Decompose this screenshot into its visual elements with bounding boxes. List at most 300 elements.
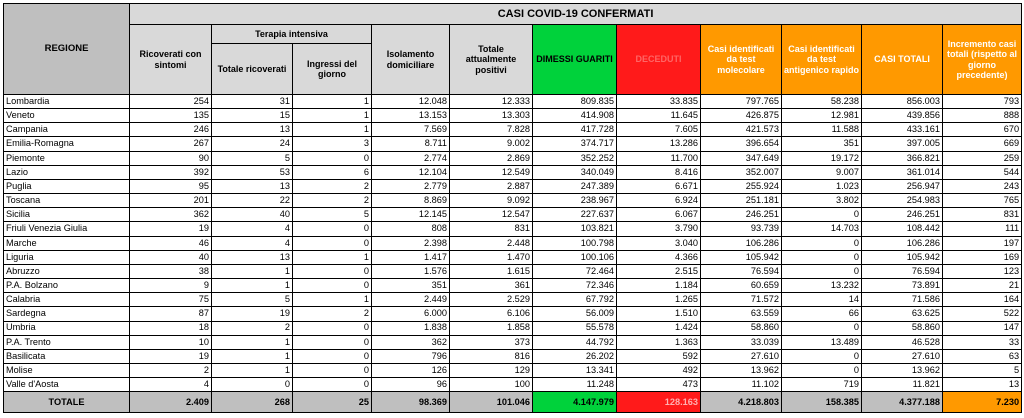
cell-ricoverati: 9: [130, 279, 212, 293]
cell-regione: Basilicata: [4, 349, 130, 363]
cell-totali: 73.891: [862, 279, 943, 293]
cell-deceduti: 3.040: [617, 236, 701, 250]
cell-regione: P.A. Trento: [4, 335, 130, 349]
cell-regione: Valle d'Aosta: [4, 378, 130, 392]
cell-totali: 106.286: [862, 236, 943, 250]
cell-isolamento: 6.000: [372, 307, 450, 321]
cell-antigenico: 0: [782, 208, 862, 222]
cell-isolamento: 2.779: [372, 179, 450, 193]
cell-deceduti: 1.184: [617, 279, 701, 293]
cell-positivi: 2.529: [450, 293, 533, 307]
cell-deceduti: 6.067: [617, 208, 701, 222]
cell-totali: 439.856: [862, 109, 943, 123]
cell-isolamento: 2.774: [372, 151, 450, 165]
cell-totali: 63.625: [862, 307, 943, 321]
cell-totali: 76.594: [862, 264, 943, 278]
cell-molecolare: 93.739: [701, 222, 782, 236]
cell-deceduti: 4.366: [617, 250, 701, 264]
cell-positivi: 129: [450, 363, 533, 377]
table-row: [4, 95, 1022, 109]
cell-dimessi: 13.341: [533, 363, 617, 377]
cell-isolamento: 13.153: [372, 109, 450, 123]
cell-incremento: 197: [943, 236, 1022, 250]
cell-ingressi: 1: [293, 250, 372, 264]
cell-ingressi: 0: [293, 151, 372, 165]
cell-terapia: 5: [212, 293, 293, 307]
cell-ingressi: 1: [293, 293, 372, 307]
cell-antigenico: 0: [782, 250, 862, 264]
cell-terapia: 0: [212, 378, 293, 392]
cell-deceduti: 592: [617, 349, 701, 363]
cell-molecolare: 11.102: [701, 378, 782, 392]
cell-dimessi: 72.464: [533, 264, 617, 278]
header-totali: CASI TOTALI: [862, 25, 943, 95]
table-row: [4, 194, 1022, 208]
cell-terapia: 1: [212, 279, 293, 293]
cell-antigenico: 0: [782, 264, 862, 278]
cell-terapia: 4: [212, 222, 293, 236]
cell-molecolare: 797.765: [701, 95, 782, 109]
cell-ricoverati: 362: [130, 208, 212, 222]
table-row: [4, 250, 1022, 264]
cell-antigenico: 14: [782, 293, 862, 307]
cell-positivi: 1.615: [450, 264, 533, 278]
cell-isolamento: 8.869: [372, 194, 450, 208]
table-row: [4, 321, 1022, 335]
cell-antigenico: 1.023: [782, 179, 862, 193]
cell-regione: Marche: [4, 236, 130, 250]
cell-totali: 46.528: [862, 335, 943, 349]
cell-isolamento: 8.711: [372, 137, 450, 151]
table-row: [4, 363, 1022, 377]
cell-antigenico: 0: [782, 363, 862, 377]
cell-deceduti: 11.700: [617, 151, 701, 165]
cell-incremento: 7.230: [943, 392, 1022, 413]
cell-deceduti: 492: [617, 363, 701, 377]
cell-molecolare: 347.649: [701, 151, 782, 165]
cell-antigenico: 0: [782, 321, 862, 335]
cell-totali: 246.251: [862, 208, 943, 222]
cell-molecolare: 246.251: [701, 208, 782, 222]
table-row: [4, 109, 1022, 123]
table-row: [4, 123, 1022, 137]
cell-antigenico: 3.802: [782, 194, 862, 208]
cell-positivi: 12.547: [450, 208, 533, 222]
cell-molecolare: 421.573: [701, 123, 782, 137]
cell-terapia: 40: [212, 208, 293, 222]
header-regione: REGIONE: [4, 4, 130, 95]
cell-isolamento: 351: [372, 279, 450, 293]
cell-isolamento: 796: [372, 349, 450, 363]
cell-antigenico: 58.238: [782, 95, 862, 109]
cell-totali: 108.442: [862, 222, 943, 236]
cell-isolamento: 1.838: [372, 321, 450, 335]
cell-ricoverati: 254: [130, 95, 212, 109]
cell-terapia: 53: [212, 165, 293, 179]
cell-deceduti: 33.835: [617, 95, 701, 109]
cell-incremento: 243: [943, 179, 1022, 193]
cell-incremento: 169: [943, 250, 1022, 264]
cell-ricoverati: 392: [130, 165, 212, 179]
cell-deceduti: 11.645: [617, 109, 701, 123]
table-row: [4, 264, 1022, 278]
table-row: [4, 335, 1022, 349]
cell-isolamento: 808: [372, 222, 450, 236]
cell-terapia: 2: [212, 321, 293, 335]
cell-regione: Friuli Venezia Giulia: [4, 222, 130, 236]
cell-dimessi: 55.578: [533, 321, 617, 335]
cell-ingressi: 0: [293, 279, 372, 293]
table-body: [4, 95, 1022, 413]
cell-positivi: 6.106: [450, 307, 533, 321]
cell-antigenico: 11.588: [782, 123, 862, 137]
cell-ingressi: 0: [293, 378, 372, 392]
cell-totali: 254.983: [862, 194, 943, 208]
cell-antigenico: 351: [782, 137, 862, 151]
header-deceduti: DECEDUTI: [617, 25, 701, 95]
cell-positivi: 2.448: [450, 236, 533, 250]
header-terapia-group: Terapia intensiva: [212, 25, 372, 44]
cell-incremento: 765: [943, 194, 1022, 208]
cell-dimessi: 247.389: [533, 179, 617, 193]
cell-regione: Umbria: [4, 321, 130, 335]
cell-terapia: 5: [212, 151, 293, 165]
cell-dimessi: 56.009: [533, 307, 617, 321]
cell-molecolare: 63.559: [701, 307, 782, 321]
cell-deceduti: 128.163: [617, 392, 701, 413]
table-row: [4, 222, 1022, 236]
table-row: [4, 208, 1022, 222]
cell-terapia: 1: [212, 264, 293, 278]
cell-ricoverati: 90: [130, 151, 212, 165]
cell-totali: 13.962: [862, 363, 943, 377]
cell-ingressi: 0: [293, 321, 372, 335]
cell-positivi: 1.470: [450, 250, 533, 264]
cell-regione: Sicilia: [4, 208, 130, 222]
cell-ingressi: 0: [293, 349, 372, 363]
cell-incremento: 888: [943, 109, 1022, 123]
cell-molecolare: 58.860: [701, 321, 782, 335]
table-row: [4, 236, 1022, 250]
cell-molecolare: 27.610: [701, 349, 782, 363]
cell-dimessi: 238.967: [533, 194, 617, 208]
cell-terapia: 13: [212, 123, 293, 137]
cell-incremento: 63: [943, 349, 1022, 363]
cell-deceduti: 13.286: [617, 137, 701, 151]
header-antigenico: Casi identificati da test antigenico rapido: [782, 25, 862, 95]
cell-positivi: 361: [450, 279, 533, 293]
cell-regione: Toscana: [4, 194, 130, 208]
table-row: [4, 279, 1022, 293]
cell-terapia: 1: [212, 349, 293, 363]
cell-regione: Liguria: [4, 250, 130, 264]
cell-terapia: 15: [212, 109, 293, 123]
cell-dimessi: 103.821: [533, 222, 617, 236]
cell-regione: TOTALE: [4, 392, 130, 413]
cell-regione: Calabria: [4, 293, 130, 307]
header-molecolare: Casi identificati da test molecolare: [701, 25, 782, 95]
cell-ingressi: 1: [293, 109, 372, 123]
cell-antigenico: 719: [782, 378, 862, 392]
cell-dimessi: 809.835: [533, 95, 617, 109]
cell-isolamento: 7.569: [372, 123, 450, 137]
cell-positivi: 12.549: [450, 165, 533, 179]
cell-antigenico: 66: [782, 307, 862, 321]
cell-ricoverati: 2.409: [130, 392, 212, 413]
cell-deceduti: 2.515: [617, 264, 701, 278]
cell-antigenico: 14.703: [782, 222, 862, 236]
cell-positivi: 101.046: [450, 392, 533, 413]
cell-positivi: 816: [450, 349, 533, 363]
cell-deceduti: 3.790: [617, 222, 701, 236]
cell-positivi: 12.333: [450, 95, 533, 109]
cell-ingressi: 25: [293, 392, 372, 413]
table-row: [4, 151, 1022, 165]
cell-dimessi: 227.637: [533, 208, 617, 222]
cell-positivi: 9.002: [450, 137, 533, 151]
cell-incremento: 669: [943, 137, 1022, 151]
cell-positivi: 1.858: [450, 321, 533, 335]
header-totale-ricoverati: Totale ricoverati: [212, 44, 293, 95]
cell-deceduti: 6.924: [617, 194, 701, 208]
cell-antigenico: 13.489: [782, 335, 862, 349]
cell-ingressi: 2: [293, 179, 372, 193]
cell-incremento: 111: [943, 222, 1022, 236]
cell-terapia: 13: [212, 179, 293, 193]
cell-dimessi: 72.346: [533, 279, 617, 293]
cell-isolamento: 96: [372, 378, 450, 392]
cell-terapia: 268: [212, 392, 293, 413]
cell-ricoverati: 95: [130, 179, 212, 193]
cell-totali: 71.586: [862, 293, 943, 307]
cell-isolamento: 126: [372, 363, 450, 377]
cell-molecolare: 76.594: [701, 264, 782, 278]
cell-positivi: 13.303: [450, 109, 533, 123]
cell-dimessi: 417.728: [533, 123, 617, 137]
cell-ricoverati: 10: [130, 335, 212, 349]
cell-terapia: 1: [212, 335, 293, 349]
cell-isolamento: 2.398: [372, 236, 450, 250]
cell-dimessi: 67.792: [533, 293, 617, 307]
cell-regione: Lazio: [4, 165, 130, 179]
cell-isolamento: 12.104: [372, 165, 450, 179]
cell-antigenico: 12.981: [782, 109, 862, 123]
cell-terapia: 19: [212, 307, 293, 321]
cell-antigenico: 0: [782, 236, 862, 250]
cell-deceduti: 1.510: [617, 307, 701, 321]
cell-deceduti: 1.265: [617, 293, 701, 307]
table-row: [4, 165, 1022, 179]
cell-incremento: 123: [943, 264, 1022, 278]
cell-incremento: 259: [943, 151, 1022, 165]
cell-isolamento: 2.449: [372, 293, 450, 307]
cell-terapia: 4: [212, 236, 293, 250]
cell-ricoverati: 46: [130, 236, 212, 250]
cell-incremento: 831: [943, 208, 1022, 222]
cell-dimessi: 414.908: [533, 109, 617, 123]
header-isolamento: Isolamento domiciliare: [372, 25, 450, 95]
cell-ricoverati: 267: [130, 137, 212, 151]
cell-dimessi: 374.717: [533, 137, 617, 151]
cell-deceduti: 8.416: [617, 165, 701, 179]
cell-isolamento: 12.145: [372, 208, 450, 222]
cell-regione: Piemonte: [4, 151, 130, 165]
cell-totali: 105.942: [862, 250, 943, 264]
cell-totali: 361.014: [862, 165, 943, 179]
cell-molecolare: 4.218.803: [701, 392, 782, 413]
cell-incremento: 164: [943, 293, 1022, 307]
cell-ricoverati: 87: [130, 307, 212, 321]
cell-positivi: 7.828: [450, 123, 533, 137]
cell-ingressi: 1: [293, 95, 372, 109]
cell-regione: Abruzzo: [4, 264, 130, 278]
cell-regione: Veneto: [4, 109, 130, 123]
header-incremento: Incremento casi totali (rispetto al giorno precedente): [943, 25, 1022, 95]
cell-positivi: 373: [450, 335, 533, 349]
cell-terapia: 1: [212, 363, 293, 377]
table-title: CASI COVID-19 CONFERMATI: [130, 4, 1022, 25]
cell-deceduti: 473: [617, 378, 701, 392]
cell-ingressi: 0: [293, 363, 372, 377]
cell-positivi: 831: [450, 222, 533, 236]
cell-antigenico: 19.172: [782, 151, 862, 165]
cell-dimessi: 11.248: [533, 378, 617, 392]
header-positivi: Totale attualmente positivi: [450, 25, 533, 95]
cell-positivi: 100: [450, 378, 533, 392]
cell-ingressi: 5: [293, 208, 372, 222]
cell-terapia: 22: [212, 194, 293, 208]
table-row: [4, 307, 1022, 321]
header-ingressi: Ingressi del giorno: [293, 44, 372, 95]
cell-terapia: 13: [212, 250, 293, 264]
cell-positivi: 2.869: [450, 151, 533, 165]
cell-ricoverati: 18: [130, 321, 212, 335]
cell-totali: 366.821: [862, 151, 943, 165]
cell-ricoverati: 40: [130, 250, 212, 264]
cell-ingressi: 3: [293, 137, 372, 151]
cell-regione: Campania: [4, 123, 130, 137]
cell-antigenico: 158.385: [782, 392, 862, 413]
cell-dimessi: 44.792: [533, 335, 617, 349]
cell-regione: Emilia-Romagna: [4, 137, 130, 151]
cell-molecolare: 33.039: [701, 335, 782, 349]
cell-isolamento: 1.576: [372, 264, 450, 278]
cell-antigenico: 9.007: [782, 165, 862, 179]
cell-incremento: 670: [943, 123, 1022, 137]
cell-totali: 856.003: [862, 95, 943, 109]
cell-ingressi: 1: [293, 123, 372, 137]
cell-positivi: 9.092: [450, 194, 533, 208]
cell-regione: Molise: [4, 363, 130, 377]
cell-ricoverati: 201: [130, 194, 212, 208]
cell-incremento: 522: [943, 307, 1022, 321]
cell-positivi: 2.887: [450, 179, 533, 193]
cell-ricoverati: 19: [130, 349, 212, 363]
cell-ingressi: 2: [293, 307, 372, 321]
cell-isolamento: 362: [372, 335, 450, 349]
cell-molecolare: 13.962: [701, 363, 782, 377]
cell-deceduti: 7.605: [617, 123, 701, 137]
cell-incremento: 33: [943, 335, 1022, 349]
cell-regione: P.A. Bolzano: [4, 279, 130, 293]
cell-ricoverati: 246: [130, 123, 212, 137]
table-row: [4, 349, 1022, 363]
cell-molecolare: 106.286: [701, 236, 782, 250]
cell-ingressi: 0: [293, 264, 372, 278]
cell-totali: 397.005: [862, 137, 943, 151]
cell-regione: Lombardia: [4, 95, 130, 109]
cell-dimessi: 100.798: [533, 236, 617, 250]
cell-ingressi: 2: [293, 194, 372, 208]
cell-incremento: 544: [943, 165, 1022, 179]
cell-ricoverati: 75: [130, 293, 212, 307]
cell-molecolare: 396.654: [701, 137, 782, 151]
cell-totali: 433.161: [862, 123, 943, 137]
cell-molecolare: 352.007: [701, 165, 782, 179]
cell-dimessi: 340.049: [533, 165, 617, 179]
cell-terapia: 31: [212, 95, 293, 109]
cell-totali: 58.860: [862, 321, 943, 335]
cell-molecolare: 251.181: [701, 194, 782, 208]
table-row: [4, 293, 1022, 307]
cell-ingressi: 6: [293, 165, 372, 179]
covid-table: [3, 3, 1022, 413]
cell-molecolare: 71.572: [701, 293, 782, 307]
cell-totali: 256.947: [862, 179, 943, 193]
cell-antigenico: 13.232: [782, 279, 862, 293]
cell-dimessi: 352.252: [533, 151, 617, 165]
cell-ingressi: 0: [293, 222, 372, 236]
cell-totali: 4.377.188: [862, 392, 943, 413]
header-ricoverati: Ricoverati con sintomi: [130, 25, 212, 95]
cell-totali: 27.610: [862, 349, 943, 363]
cell-molecolare: 60.659: [701, 279, 782, 293]
table-row: [4, 137, 1022, 151]
cell-deceduti: 1.424: [617, 321, 701, 335]
cell-terapia: 24: [212, 137, 293, 151]
cell-molecolare: 255.924: [701, 179, 782, 193]
cell-ricoverati: 4: [130, 378, 212, 392]
cell-dimessi: 4.147.979: [533, 392, 617, 413]
header-dimessi: DIMESSI GUARITI: [533, 25, 617, 95]
cell-regione: Sardegna: [4, 307, 130, 321]
cell-incremento: 13: [943, 378, 1022, 392]
cell-dimessi: 26.202: [533, 349, 617, 363]
cell-regione: Puglia: [4, 179, 130, 193]
cell-incremento: 793: [943, 95, 1022, 109]
cell-ingressi: 0: [293, 236, 372, 250]
table-row: [4, 179, 1022, 193]
cell-isolamento: 12.048: [372, 95, 450, 109]
cell-ingressi: 0: [293, 335, 372, 349]
cell-ricoverati: 19: [130, 222, 212, 236]
cell-isolamento: 1.417: [372, 250, 450, 264]
cell-deceduti: 1.363: [617, 335, 701, 349]
cell-molecolare: 105.942: [701, 250, 782, 264]
cell-ricoverati: 38: [130, 264, 212, 278]
cell-totali: 11.821: [862, 378, 943, 392]
cell-deceduti: 6.671: [617, 179, 701, 193]
cell-ricoverati: 135: [130, 109, 212, 123]
total-row: [4, 392, 1022, 413]
cell-molecolare: 426.875: [701, 109, 782, 123]
cell-dimessi: 100.106: [533, 250, 617, 264]
cell-isolamento: 98.369: [372, 392, 450, 413]
cell-incremento: 147: [943, 321, 1022, 335]
cell-antigenico: 0: [782, 349, 862, 363]
cell-incremento: 5: [943, 363, 1022, 377]
cell-incremento: 21: [943, 279, 1022, 293]
